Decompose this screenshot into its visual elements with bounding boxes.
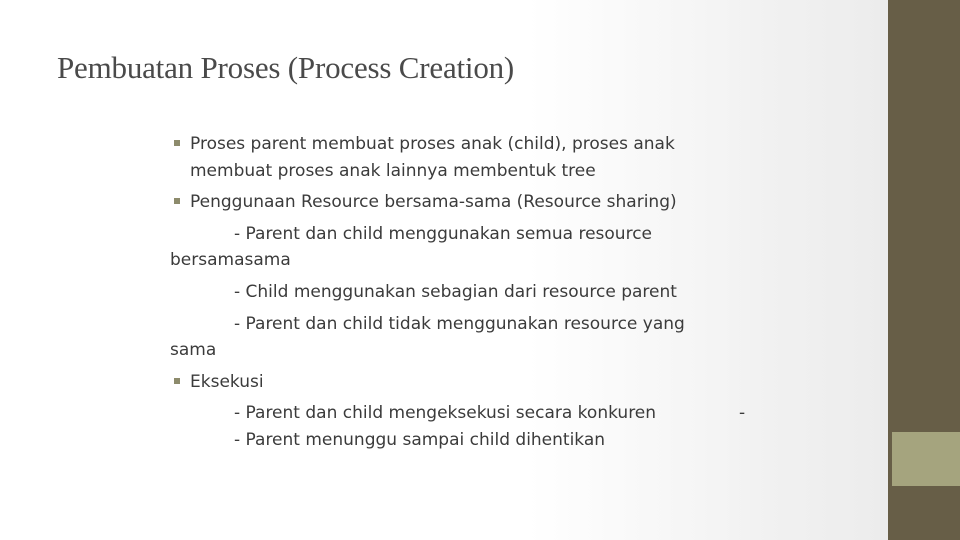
sub-item-child-partial: - Child menggunakan sebagian dari resource parent (234, 282, 677, 302)
sub-item-continuation: bersamasama (170, 250, 291, 270)
bullet-1-line-1: Proses parent membuat proses anak (child), proses anak (190, 134, 675, 154)
bullet-1-line-2: membuat proses anak lainnya membentuk tree (190, 161, 596, 181)
bullet-3-line-1: Eksekusi (190, 372, 264, 392)
side-accent-block (892, 432, 960, 486)
sub-item-wait: - Parent menunggu sampai child dihentikan (234, 430, 606, 450)
slide-title: Pembuatan Proses (Process Creation) (57, 50, 515, 85)
sub-item-continuation: sama (170, 340, 217, 360)
sub-item-concurrent: - Parent dan child mengeksekusi secara konkuren (234, 403, 657, 423)
bullet-marker-3 (174, 378, 180, 384)
bullet-marker-2 (174, 198, 180, 204)
sub-item-no-sharing: - Parent dan child tidak menggunakan resource yang (234, 314, 685, 334)
bullet-marker-1 (174, 140, 180, 146)
bullet-2-line-1: Penggunaan Resource bersama-sama (Resource sharing) (190, 192, 677, 212)
stray-dash: - (739, 403, 746, 423)
sub-item-parent-child-all: - Parent dan child menggunakan semua resource (234, 224, 652, 244)
